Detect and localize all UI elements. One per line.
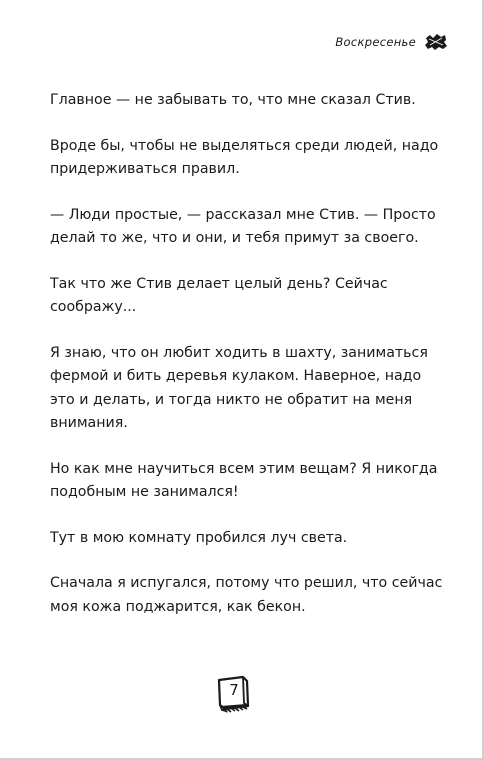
text-line: делай то же, что и они, и тебя примут за своего. bbox=[50, 230, 419, 246]
text-line: Но как мне научиться всем этим вещам? Я никогда bbox=[50, 460, 438, 477]
paragraph bbox=[50, 527, 450, 551]
paragraph bbox=[50, 135, 450, 182]
day-label: Воскресенье bbox=[335, 35, 416, 49]
page-number-badge bbox=[213, 672, 253, 716]
text-line: придерживаться правил. bbox=[50, 161, 240, 177]
text-line: внимания. bbox=[50, 415, 128, 431]
text-line: Тут в мою комнату пробился луч света. bbox=[50, 529, 348, 546]
paragraph bbox=[50, 204, 450, 251]
text-line: моя кожа поджарится, как бекон. bbox=[50, 598, 306, 615]
text-line: Так что же Стив делает целый день? Сейчас bbox=[50, 275, 388, 292]
paragraph bbox=[50, 572, 450, 619]
paragraph bbox=[50, 273, 450, 320]
text-line: Я знаю, что он любит ходить в шахту, заниматься bbox=[50, 344, 428, 361]
ink-splat-icon bbox=[424, 33, 448, 51]
text-line: это и делать, и тогда никто не обратит на меня bbox=[50, 391, 413, 408]
paragraph bbox=[50, 342, 450, 436]
text-line: соображу... bbox=[50, 299, 137, 315]
page-header bbox=[335, 33, 448, 51]
text-line: подобным не занимался! bbox=[50, 484, 239, 500]
text-line: — Люди простые, — рассказал мне Стив. — Просто bbox=[50, 206, 436, 223]
text-line: Вроде бы, чтобы не выделяться среди людей, надо bbox=[50, 137, 439, 154]
text-line: фермой и бить деревья кулаком. Наверное, надо bbox=[50, 368, 422, 384]
body-text bbox=[50, 89, 450, 641]
page-number: 7 bbox=[229, 681, 239, 699]
paragraph bbox=[50, 89, 450, 113]
text-line: Главное — не забывать то, что мне сказал Стив. bbox=[50, 92, 416, 108]
paragraph bbox=[50, 458, 450, 505]
text-line: Сначала я испугался, потому что решил, что сейчас bbox=[50, 575, 443, 591]
